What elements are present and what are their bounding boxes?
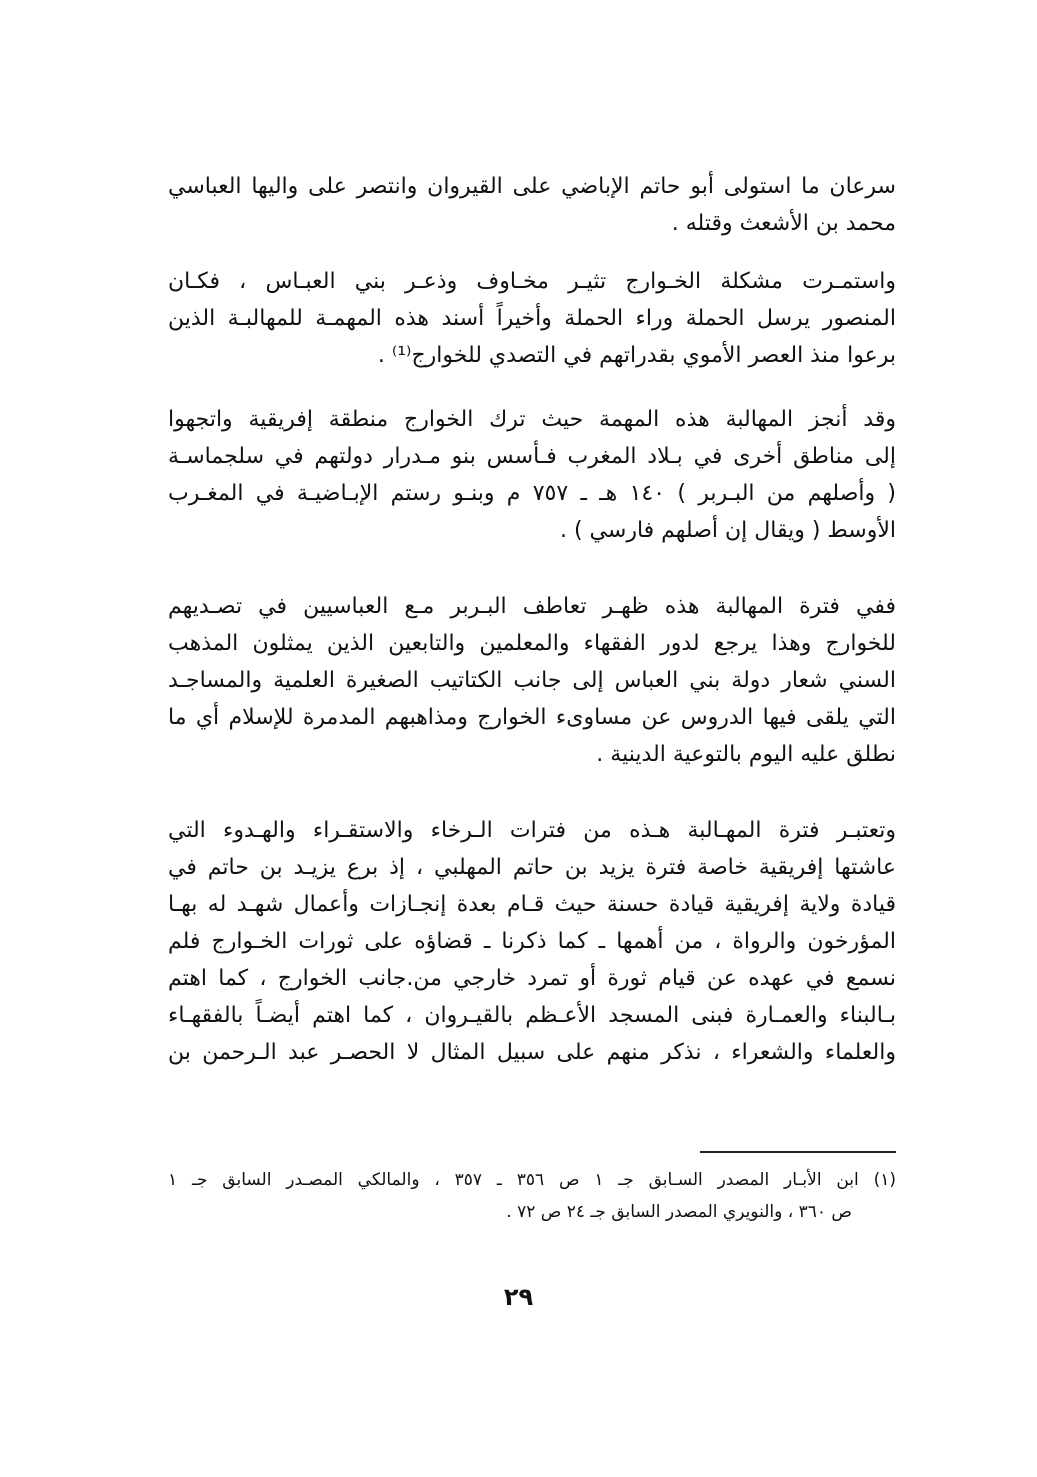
paragraph (168, 401, 896, 549)
text-line: المؤرخون والرواة ، من أهمها ـ كما ذكرنا ـ قضاؤه على ثورات الخـوارج فلم (168, 929, 896, 954)
text-line: المنصور يرسل الحملة وراء الحملة وأخيراً أسند هذه المهمـة للمهالبـة الذين (168, 306, 896, 331)
text-line: والعلماء والشعراء ، نذكر منهم على سبيل المثال لا الحصـر عبد الـرحمن بن (168, 1040, 896, 1065)
text-line: نسمع في عهده عن قيام ثورة أو تمرد خارجي من.جانب الخوارج ، كما اهتم (168, 966, 896, 991)
text-line: التي يلقى فيها الدروس عن مساوىء الخوارج ومذاهبهم المدمرة للإسلام أي ما (168, 705, 896, 730)
page-number: ٢٩ (503, 1283, 534, 1311)
text-line: للخوارج وهذا يرجع لدور الفقهاء والمعلمين والتابعين الذين يمثلون المذهب (168, 631, 896, 656)
text-line: إلى مناطق أخرى في بـلاد المغرب فـأسس بنو مـدرار دولتهم في سلجماسـة (168, 444, 896, 469)
text-line: وقد أنجز المهالبة هذه المهمة حيث ترك الخوارج منطقة إفريقية واتجهوا (168, 407, 896, 432)
text-line: محمد بن الأشعث وقتله . (671, 211, 896, 236)
text-line: الأوسط ( ويقال إن أصلهم فارسي ) . (559, 518, 896, 543)
paragraph (168, 812, 896, 1071)
text-line: وتعتبـر فترة المهـالبة هـذه من فترات الـرخاء والاستقـراء والهـدوء التي (168, 818, 896, 843)
footnote-divider (700, 1151, 896, 1153)
text-line: واستمـرت مشكلة الخـوارج تثيـر مخـاوف وذعـر بني العبـاس ، فكـان (168, 269, 896, 294)
paragraph (168, 263, 896, 374)
footnote-line: ص ٣٦٠ ، والنويري المصدر السابق جـ ٢٤ ص ٧٢ . (506, 1202, 852, 1222)
paragraph (168, 168, 896, 242)
text-line: بـالبناء والعمـارة فبنى المسجد الأعـظم بالقيـروان ، كما اهتم أيضـاً بالفقهـاء (168, 1003, 896, 1028)
text-line: ففي فترة المهالبة هذه ظهـر تعاطف البـربر مـع العباسيين في تصـديهم (168, 594, 896, 619)
text-line: ( وأصلهم من البـربر ) ١٤٠ هـ ـ ٧٥٧ م وبنـو رستم الإبـاضيـة في المغـرب (168, 481, 896, 506)
text-line: السني شعار دولة بني العباس إلى جانب الكتاتيب الصغيرة العلمية والمساجـد (168, 668, 896, 693)
text-line: برعوا منذ العصر الأموي بقدراتهم في التصدي للخوارج⁽¹⁾ . (377, 343, 896, 368)
text-line: نطلق عليه اليوم بالتوعية الدينية . (596, 742, 896, 767)
text-line: سرعان ما استولى أبو حاتم الإباضي على القيروان وانتصر على واليها العباسي (168, 174, 896, 199)
footnote-line: (١) ابن الأبـار المصدر السـابق جـ ١ ص ٣٥٦ ـ ٣٥٧ ، والمالكي المصـدر السابق جـ ١ (168, 1170, 896, 1190)
footnotes (168, 1164, 896, 1228)
text-line: قيادة ولاية إفريقية قيادة حسنة حيث قـام بعدة إنجـازات وأعمال شهـد له بهـا (168, 892, 896, 917)
text-line: عاشتها إفريقية خاصة فترة يزيد بن حاتم المهلبي ، إذ برع يزيـد بن حاتم في (168, 855, 896, 880)
paragraph (168, 588, 896, 773)
